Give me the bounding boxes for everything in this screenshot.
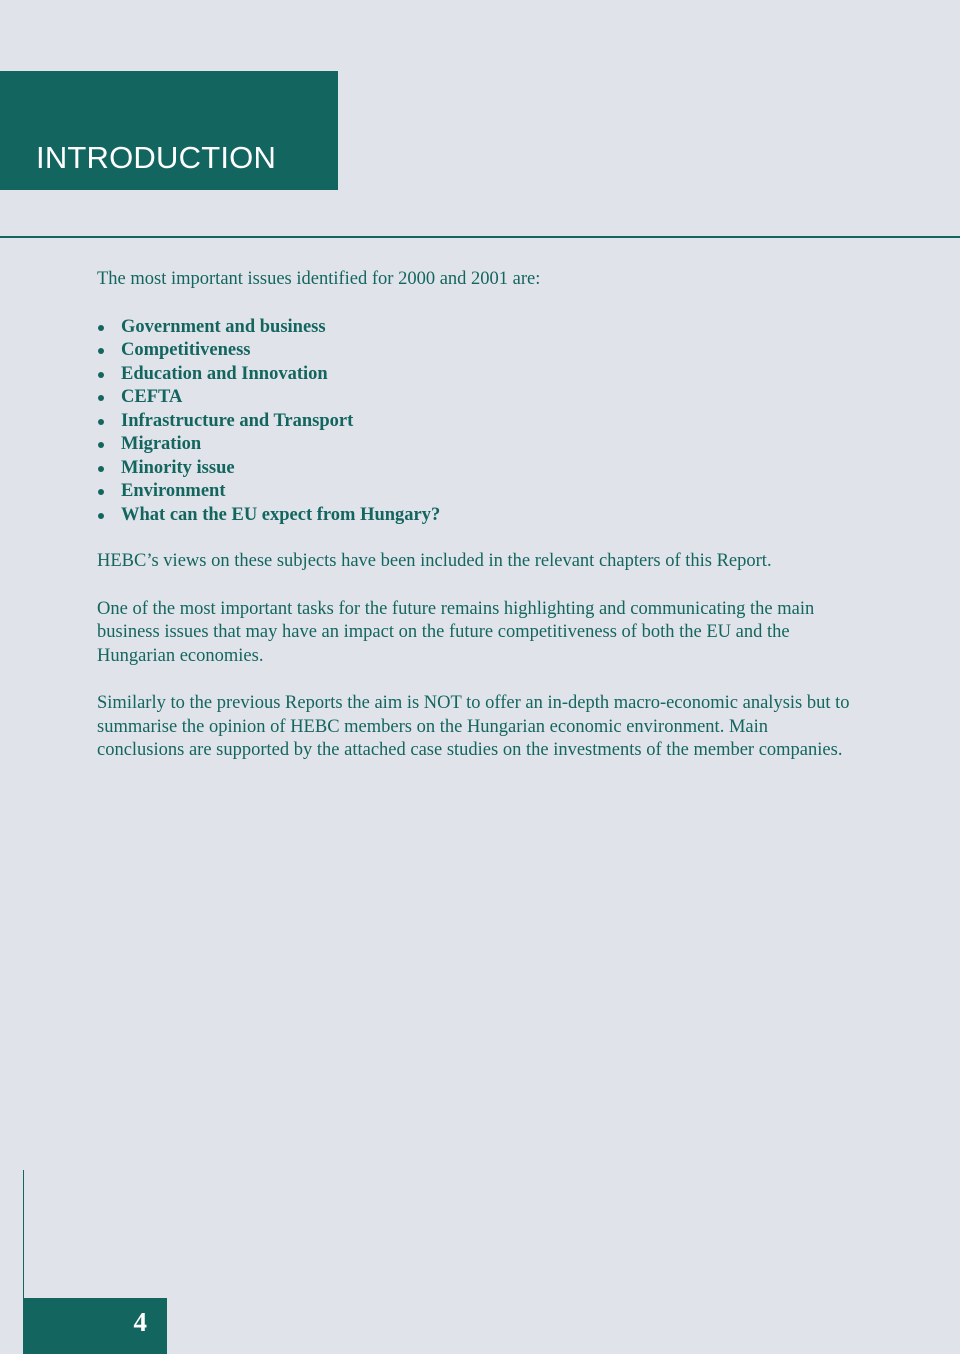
bullet-icon	[98, 372, 104, 378]
page-number-box	[24, 1298, 167, 1354]
list-item	[97, 457, 857, 481]
bullet-icon	[98, 348, 104, 354]
list-item-label: Infrastructure and Transport	[121, 410, 354, 431]
list-item-label: Minority issue	[121, 457, 235, 478]
bullet-icon	[98, 419, 104, 425]
header-divider	[0, 236, 960, 238]
bullet-icon	[98, 466, 104, 472]
bullet-icon	[98, 489, 104, 495]
page-number: 4	[133, 1307, 147, 1337]
list-item	[97, 433, 857, 457]
bullet-icon	[98, 325, 104, 331]
paragraph-tasks: One of the most important tasks for the future remains highlighting and communicating the main business issues that may have an impact on the future competitiveness of both the EU and the Hungarian economies.	[97, 598, 815, 666]
list-item-label: Migration	[121, 434, 202, 454]
bullet-icon	[98, 442, 104, 448]
bullet-icon	[98, 513, 104, 519]
list-item-label: CEFTA	[121, 387, 183, 407]
list-item-label: Government and business	[121, 316, 326, 337]
list-item	[97, 363, 857, 387]
page-title: INTRODUCTION	[36, 140, 277, 175]
paragraph-views: HEBC’s views on these subjects have been included in the relevant chapters of this Report.	[97, 551, 772, 571]
intro-text: The most important issues identified for 2000 and 2001 are:	[97, 269, 541, 289]
list-item-label: What can the EU expect from Hungary?	[121, 504, 441, 525]
list-item	[97, 316, 857, 340]
bullet-icon	[98, 395, 104, 401]
list-item	[97, 480, 857, 504]
paragraph-aim: Similarly to the previous Reports the aim is NOT to offer an in-depth macro-economic analysis but to summarise the opinion of HEBC members on the Hungarian economic environment. Main conclusions are supported by the attached case studies on the investments of the member companies.	[97, 693, 850, 760]
list-item	[97, 386, 857, 410]
list-item	[97, 410, 857, 434]
main-content	[97, 268, 857, 787]
list-item-label: Environment	[121, 481, 226, 501]
list-item	[97, 504, 857, 528]
list-item	[97, 339, 857, 363]
list-item-label: Competitiveness	[121, 340, 251, 360]
issues-list	[97, 316, 857, 528]
list-item-label: Education and Innovation	[121, 363, 328, 384]
